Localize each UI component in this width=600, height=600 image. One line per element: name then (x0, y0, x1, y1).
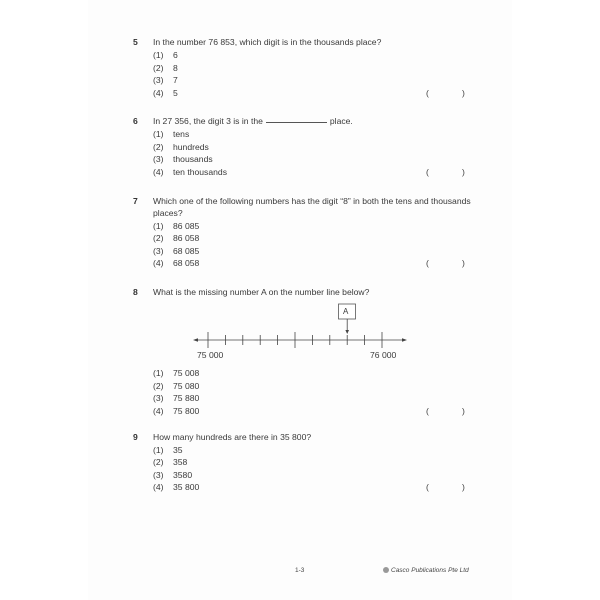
option-label: (3) (153, 469, 164, 480)
answer-bracket-close: ) (462, 405, 465, 416)
arrow-left-icon (193, 338, 198, 342)
answer-bracket-close: ) (462, 166, 465, 177)
page-number: 1-3 (295, 567, 305, 574)
option-label: (2) (153, 233, 164, 243)
option-label: (2) (153, 62, 164, 73)
number-line-end-label: 76 000 (370, 350, 397, 360)
copyright-notice (383, 565, 469, 576)
option-label: (4) (153, 166, 164, 177)
option-label: (4) (153, 482, 164, 492)
option-value: 75 880 (173, 393, 200, 403)
answer-bracket-close: ) (462, 258, 465, 268)
option-value: 75 800 (173, 405, 200, 416)
option-label: (4) (153, 258, 164, 268)
option-label: (1) (153, 129, 164, 139)
option-value: thousands (173, 154, 213, 164)
number-line-start-label: 75 000 (197, 350, 224, 360)
option-label: (2) (153, 141, 164, 152)
option-value: tens (173, 129, 190, 139)
question-text-line-2: places? (153, 208, 183, 218)
option-label: (1) (153, 444, 164, 455)
option-value: 5 (173, 87, 178, 98)
arrow-down-icon (345, 330, 349, 334)
question-number: 8 (133, 287, 138, 297)
copyright-text: Casco Publications Pte Ltd (391, 567, 469, 574)
question-number: 5 (133, 37, 138, 47)
question-text: How many hundreds are there in 35 800? (153, 432, 312, 442)
answer-bracket-close: ) (462, 482, 465, 492)
option-value: 68 085 (173, 245, 200, 256)
question-text: In the number 76 853, which digit is in the thousands place? (153, 37, 382, 47)
option-label: (1) (153, 50, 164, 60)
option-value: 358 (173, 457, 188, 467)
option-label: (4) (153, 405, 164, 416)
option-value: 75 080 (173, 380, 200, 391)
option-value: 8 (173, 62, 178, 73)
answer-bracket-open: ( (426, 482, 429, 492)
answer-bracket-open: ( (426, 87, 429, 98)
fill-in-blank (266, 121, 327, 123)
option-label: (1) (153, 220, 164, 231)
arrow-right-icon (402, 338, 407, 342)
option-label: (2) (153, 380, 164, 391)
option-value: 75 008 (173, 368, 200, 378)
marker-label: A (343, 306, 349, 316)
question-text-line-1: Which one of the following numbers has the digit “8” in both the tens and thousands (153, 196, 471, 206)
option-value: 7 (173, 75, 178, 85)
option-value: 35 (173, 444, 183, 455)
option-value: 86 085 (173, 220, 200, 231)
option-label: (3) (153, 154, 164, 164)
option-value: 35 800 (173, 482, 200, 492)
answer-bracket-close: ) (462, 87, 465, 98)
question-number: 6 (133, 116, 138, 126)
answer-bracket-open: ( (426, 405, 429, 416)
option-value: 86 058 (173, 233, 200, 243)
question-number: 9 (133, 432, 138, 442)
question-text-before: In 27 356, the digit 3 is in the (153, 116, 263, 126)
question-text (153, 116, 353, 127)
question-text-after: place. (329, 116, 353, 126)
option-label: (1) (153, 368, 164, 378)
copyright-icon (383, 567, 389, 573)
option-label: (2) (153, 457, 164, 467)
answer-bracket-open: ( (426, 166, 429, 177)
question-text: What is the missing number A on the number line below? (153, 287, 370, 297)
number-line-diagram (190, 300, 410, 350)
option-label: (4) (153, 87, 164, 98)
option-value: hundreds (173, 141, 209, 152)
option-value: 6 (173, 50, 178, 60)
option-label: (3) (153, 75, 164, 85)
option-label: (3) (153, 393, 164, 403)
option-value: 68 058 (173, 258, 200, 268)
question-number: 7 (133, 196, 138, 206)
option-value: 3580 (173, 469, 193, 480)
answer-bracket-open: ( (426, 258, 429, 268)
option-label: (3) (153, 245, 164, 256)
option-value: ten thousands (173, 166, 227, 177)
